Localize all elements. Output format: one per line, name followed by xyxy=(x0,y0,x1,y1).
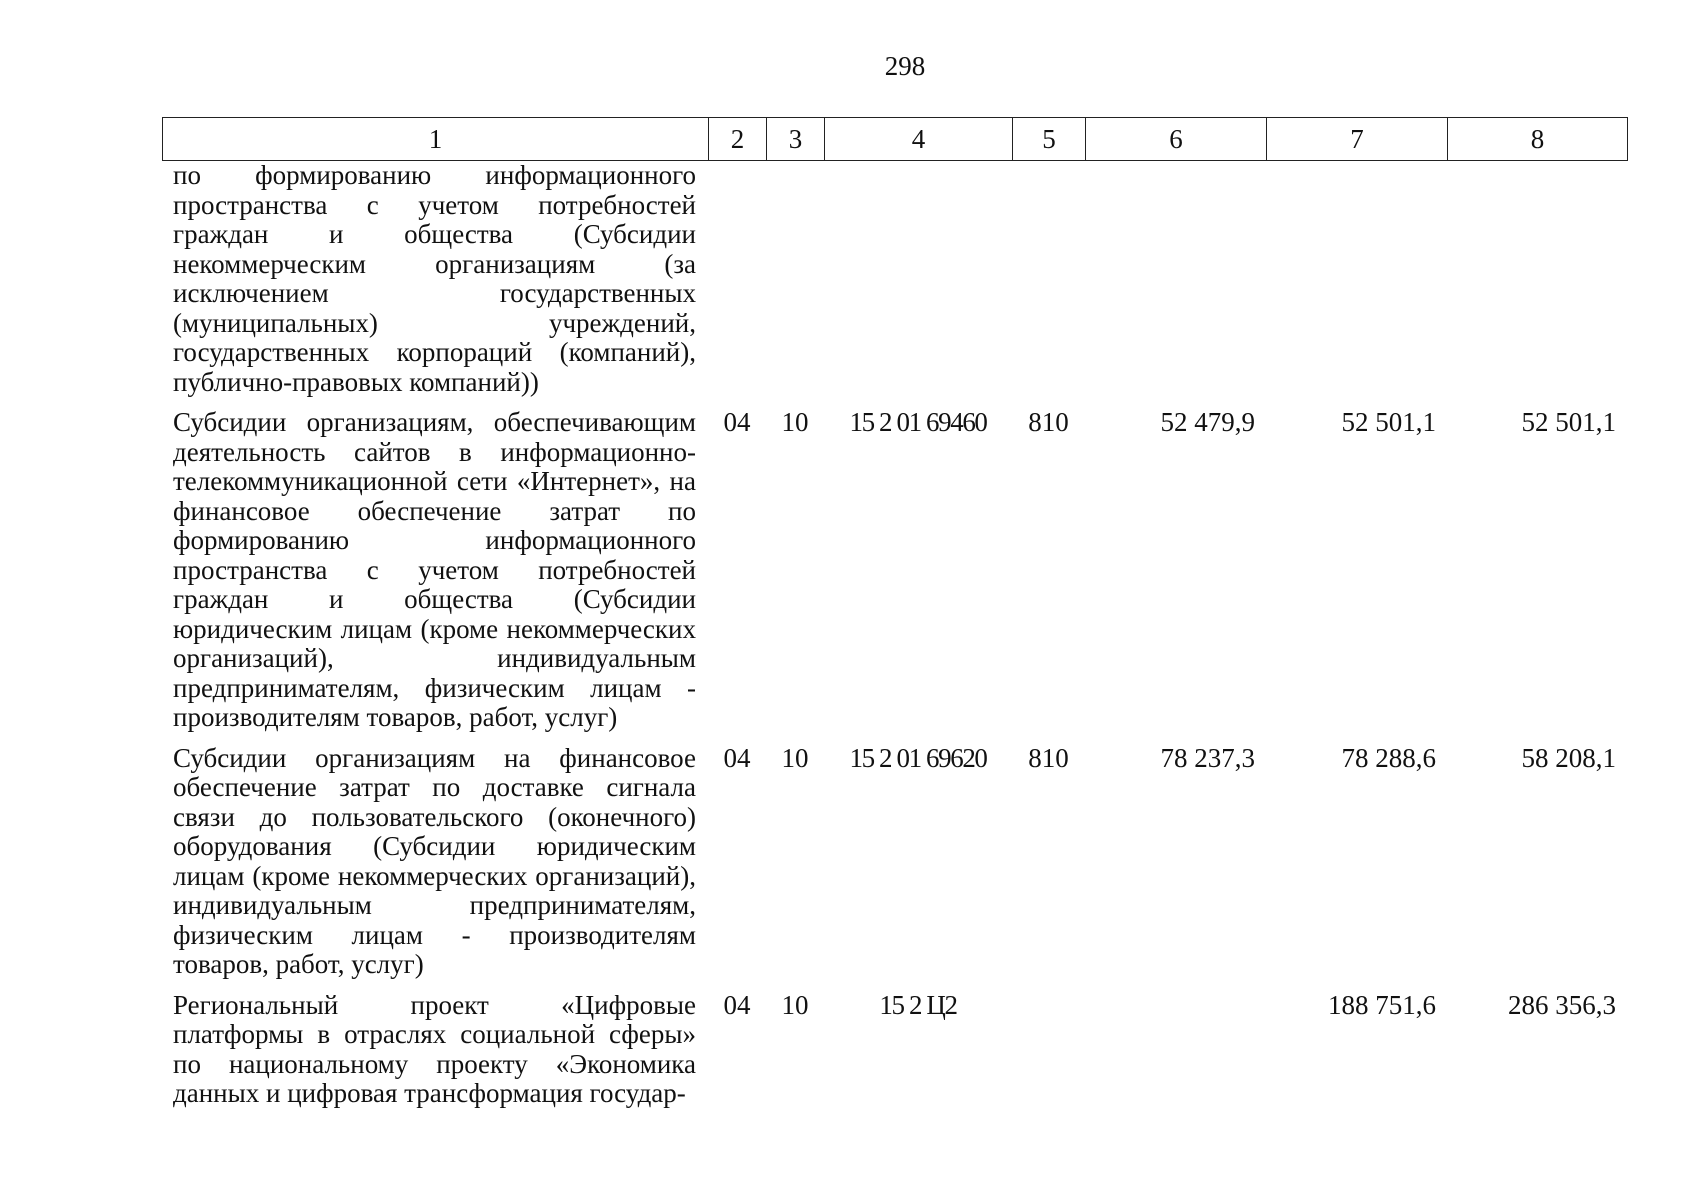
row-expense-type xyxy=(1012,161,1085,397)
row-section xyxy=(708,161,766,397)
row-amount-col8 xyxy=(1447,161,1627,397)
row-amount-col7: 78 288,6 xyxy=(1341,742,1436,773)
table-row xyxy=(162,733,1627,980)
row-amount-col7: 188 751,6 xyxy=(1328,989,1436,1020)
row-section: 04 xyxy=(723,742,751,773)
row-description: по формированию информационного пространства с учетом потребностей граждан и общества (Субсидии некоммерческим организациям (за исключением государственных (муниципальных) учреждений, государственных корпораций (компаний), публично-правовых компаний)) xyxy=(173,160,696,397)
row-subsection: 10 xyxy=(781,407,809,437)
row-amount-col6: 78 237,3 xyxy=(1160,742,1255,773)
row-amount-col8: 58 208,1 xyxy=(1521,742,1616,773)
header-col-6: 6 xyxy=(1086,118,1267,161)
row-description: Субсидии организациям на финансовое обеспечение затрат по доставке сигнала связи до пользовательского (оконечного) оборудования (Субсидии юридическим лицам (кроме некоммерческих организаций), индивидуальным предпринимателям, физическим лицам - производителям товаров, работ, услуг) xyxy=(173,742,696,979)
row-target-article: 15 2 Ц2 xyxy=(879,989,957,1020)
row-expense-type xyxy=(1012,980,1085,1109)
row-target-article: 15 2 01 69620 xyxy=(849,742,987,773)
header-col-5: 5 xyxy=(1013,118,1086,161)
row-section: 04 xyxy=(723,407,751,437)
row-target-article xyxy=(824,161,1012,397)
row-amount-col7 xyxy=(1266,161,1447,397)
row-description: Региональный проект «Цифровые платформы в отраслях социальной сферы» по национальному проекту «Экономика данных и цифровая трансформация государ- xyxy=(173,989,696,1108)
row-target-article: 15 2 01 69460 xyxy=(849,407,987,437)
row-description: Субсидии организациям, обеспечивающим деятельность сайтов в информационно-телекоммуникационной сети «Интернет», на финансовое обеспечение затрат по формированию информационного пространства с учетом потребностей граждан и общества (Субсидии юридическим лицам (кроме некоммерческих организаций), индивидуальным предпринимателям, физическим лицам - производителям товаров, работ, услуг) xyxy=(173,407,696,732)
row-amount-col6 xyxy=(1085,980,1266,1109)
row-expense-type: 810 xyxy=(1028,407,1069,437)
header-col-8: 8 xyxy=(1448,118,1628,161)
row-amount-col7: 52 501,1 xyxy=(1341,407,1436,437)
row-amount-col8: 286 356,3 xyxy=(1508,989,1616,1020)
table-row xyxy=(162,161,1627,397)
row-subsection: 10 xyxy=(781,989,809,1020)
header-col-1: 1 xyxy=(163,118,709,161)
header-col-3: 3 xyxy=(767,118,825,161)
row-subsection xyxy=(766,161,824,397)
table-body xyxy=(162,161,1627,1109)
row-amount-col8: 52 501,1 xyxy=(1521,407,1616,437)
row-section: 04 xyxy=(723,989,751,1020)
table-header xyxy=(162,117,1628,161)
row-amount-col6: 52 479,9 xyxy=(1160,407,1255,437)
table-row xyxy=(162,980,1627,1109)
row-amount-col6 xyxy=(1085,161,1266,397)
table-row xyxy=(162,397,1627,733)
page-number: 298 xyxy=(884,51,926,81)
header-row xyxy=(163,118,1628,161)
row-expense-type: 810 xyxy=(1028,742,1069,773)
row-subsection: 10 xyxy=(781,742,809,773)
header-col-7: 7 xyxy=(1267,118,1448,161)
header-col-2: 2 xyxy=(709,118,767,161)
header-col-4: 4 xyxy=(825,118,1013,161)
